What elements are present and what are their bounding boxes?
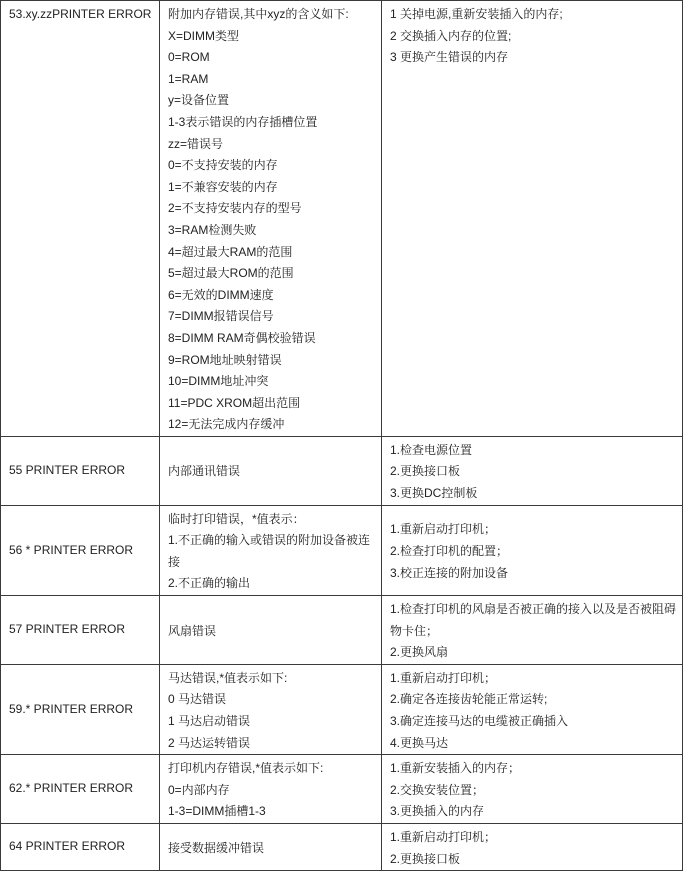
- meaning-line: 附加内存错误,其中xyz的含义如下:: [168, 7, 349, 21]
- meaning-line: 11=PDC XROM超出范围: [168, 395, 301, 410]
- error-code-cell: 57 PRINTER ERROR: [1, 596, 160, 665]
- meaning-line: 1=RAM: [168, 71, 209, 86]
- meaning-line: 4=超过最大RAM的范围: [168, 244, 293, 259]
- table-row: [1, 1, 683, 437]
- remedy-step: 2.检查打印机的配置；: [390, 544, 509, 559]
- error-code-cell: 56 * PRINTER ERROR: [1, 505, 160, 595]
- remedy-step: 1.检查打印机的风扇是否被正确的接入以及是否被阻碍物卡住；: [390, 602, 677, 638]
- remedy-step: 1.重新启动打印机；: [390, 670, 497, 685]
- remedy-step: 3.校正连接的附加设备: [390, 565, 509, 580]
- error-code-cell: 64 PRINTER ERROR: [1, 823, 160, 870]
- meaning-line: 0=内部内存: [168, 782, 230, 797]
- remedy-cell: [382, 755, 683, 824]
- table-row: [1, 505, 683, 595]
- meaning-line: y=设备位置: [168, 93, 230, 108]
- meaning-line: 风扇错误: [168, 623, 217, 638]
- remedy-step: 2.确定各连接齿轮能正常运转;: [390, 692, 548, 707]
- meaning-line: 2 马达运转错误: [168, 735, 251, 750]
- table-row: [1, 664, 683, 754]
- remedy-cell: [382, 596, 683, 665]
- remedy-step: 3.更换DC控制板: [390, 486, 478, 501]
- table-row: [1, 436, 683, 505]
- meaning-line: zz=错误号: [168, 136, 224, 151]
- remedy-step: 2 交换插入内存的位置;: [390, 28, 512, 43]
- meaning-line: 1-3=DIMM插槽1-3: [168, 804, 266, 819]
- meaning-line: 1=不兼容安装的内存: [168, 179, 278, 194]
- error-code-cell: 59.* PRINTER ERROR: [1, 664, 160, 754]
- error-meaning-cell: [160, 505, 382, 595]
- remedy-cell: [382, 436, 683, 505]
- meaning-line: 3=RAM检测失败: [168, 222, 257, 237]
- meaning-line: 8=DIMM RAM奇偶校验错误: [168, 330, 316, 345]
- meaning-line: 内部通讯错误: [168, 464, 241, 479]
- remedy-cell: [382, 505, 683, 595]
- error-code-cell: 62.* PRINTER ERROR: [1, 755, 160, 824]
- meaning-line: 7=DIMM报错误信号: [168, 309, 274, 324]
- meaning-line: 12=无法完成内存缓冲: [168, 417, 285, 432]
- error-table-body: [1, 1, 683, 871]
- remedy-step: 1 关掉电源,重新安装插入的内存;: [390, 7, 563, 21]
- meaning-line: 6=无效的DIMM速度: [168, 287, 274, 302]
- meaning-line: 0=不支持安装的内存: [168, 158, 278, 173]
- meaning-line: 马达错误,*值表示如下:: [168, 670, 288, 685]
- meaning-line: 0=ROM: [168, 50, 210, 65]
- remedy-step: 3.更换插入的内存: [390, 804, 485, 819]
- meaning-line: 9=ROM地址映射错误: [168, 352, 282, 367]
- meaning-line: 2=不支持安装内存的型号: [168, 201, 302, 216]
- error-meaning-cell: [160, 1, 382, 437]
- meaning-line: 2.不正确的输出: [168, 576, 251, 591]
- meaning-line: 5=超过最大ROM的范围: [168, 266, 294, 281]
- meaning-line: 1 马达启动错误: [168, 714, 251, 728]
- remedy-step: 1.重新启动打印机；: [390, 522, 497, 537]
- meaning-line: 打印机内存错误,*值表示如下:: [168, 761, 324, 776]
- remedy-step: 2.更换风扇: [390, 645, 449, 660]
- remedy-cell: [382, 823, 683, 870]
- meaning-line: 10=DIMM地址冲突: [168, 374, 269, 389]
- remedy-step: 1.重新安装插入的内存；: [390, 761, 521, 776]
- remedy-step: 3 更换产生错误的内存: [390, 50, 509, 65]
- remedy-cell: [382, 664, 683, 754]
- table-row: [1, 755, 683, 824]
- error-meaning-cell: [160, 436, 382, 505]
- table-row: [1, 596, 683, 665]
- table-row: [1, 823, 683, 870]
- remedy-step: 4.更换马达: [390, 735, 449, 750]
- error-meaning-cell: [160, 755, 382, 824]
- error-meaning-cell: [160, 664, 382, 754]
- error-meaning-cell: [160, 823, 382, 870]
- remedy-step: 2.交换安装位置；: [390, 782, 485, 797]
- remedy-step: 1.重新启动打印机；: [390, 829, 497, 844]
- error-code-cell: 55 PRINTER ERROR: [1, 436, 160, 505]
- remedy-cell: [382, 1, 683, 437]
- meaning-line: 0 马达错误: [168, 692, 227, 707]
- remedy-step: 2.更换接口板: [390, 464, 461, 479]
- meaning-line: 临时打印错误，*值表示：: [168, 511, 305, 526]
- remedy-step: 2.更换接口板: [390, 851, 461, 866]
- meaning-line: 接受数据缓冲错误: [168, 840, 265, 855]
- remedy-step: 3.确定连接马达的电缆被正确插入: [390, 714, 569, 728]
- meaning-line: 1.不正确的输入或错误的附加设备被连接: [168, 533, 371, 569]
- remedy-step: 1.检查电源位置: [390, 442, 473, 457]
- error-code-cell: 53.xy.zzPRINTER ERROR: [1, 1, 160, 437]
- meaning-line: X=DIMM类型: [168, 28, 240, 43]
- meaning-line: 1-3表示错误的内存插槽位置: [168, 114, 318, 129]
- error-meaning-cell: [160, 596, 382, 665]
